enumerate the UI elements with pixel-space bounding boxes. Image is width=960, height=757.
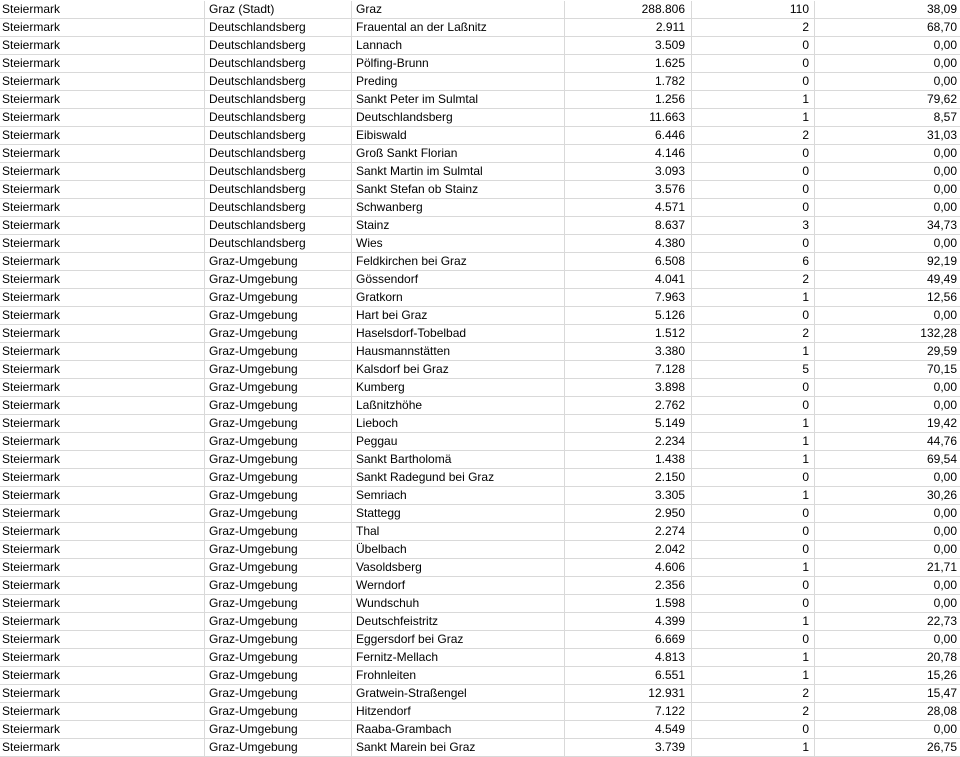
table-row	[0, 109, 960, 127]
table-row	[0, 307, 960, 325]
table-row	[0, 181, 960, 199]
spreadsheet-grid	[0, 1, 960, 757]
cell-cases[interactable]: 2	[692, 19, 815, 36]
cell-state[interactable]: Steiermark	[0, 505, 205, 522]
cell-rate[interactable]: 44,76	[926, 434, 957, 448]
cell-population[interactable]: 6.508	[565, 253, 692, 270]
cell-state[interactable]: Steiermark	[0, 451, 205, 468]
cell-cases[interactable]: 0	[692, 145, 815, 162]
cell-state[interactable]: Steiermark	[0, 289, 205, 306]
cell-cases[interactable]: 3	[692, 217, 815, 234]
cell-rate[interactable]: 0,00	[933, 722, 957, 736]
cell-municipality[interactable]: Groß Sankt Florian	[352, 145, 565, 162]
cell-municipality[interactable]: Kalsdorf bei Graz	[352, 361, 565, 378]
cell-rate[interactable]: 26,75	[926, 740, 957, 754]
cell-rate[interactable]: 28,08	[926, 704, 957, 718]
cell-rate[interactable]: 132,28	[920, 326, 957, 340]
cell-state[interactable]: Steiermark	[0, 703, 205, 720]
cell-municipality[interactable]: Preding	[352, 73, 565, 90]
cell-cases[interactable]: 110	[692, 1, 815, 18]
table-row	[0, 343, 960, 361]
cell-population[interactable]: 7.122	[565, 703, 692, 720]
cell-population[interactable]: 2.762	[565, 397, 692, 414]
cell-population[interactable]: 2.042	[565, 541, 692, 558]
cell-cases[interactable]: 6	[692, 253, 815, 270]
cell-population[interactable]: 4.399	[565, 613, 692, 630]
cell-cases[interactable]: 0	[692, 577, 815, 594]
cell-state[interactable]: Steiermark	[0, 721, 205, 738]
cell-cases[interactable]: 1	[692, 613, 815, 630]
cell-district[interactable]: Deutschlandsberg	[205, 163, 352, 180]
cell-state[interactable]: Steiermark	[0, 181, 205, 198]
cell-rate[interactable]: 0,00	[933, 308, 957, 322]
cell-cases[interactable]: 0	[692, 235, 815, 252]
table-row	[0, 649, 960, 667]
cell-district[interactable]: Deutschlandsberg	[205, 37, 352, 54]
cell-rate[interactable]: 12,56	[926, 290, 957, 304]
cell-municipality[interactable]: Hitzendorf	[352, 703, 565, 720]
cell-cases[interactable]: 0	[692, 505, 815, 522]
cell-district[interactable]: Deutschlandsberg	[205, 127, 352, 144]
cell-rate[interactable]: 22,73	[926, 614, 957, 628]
table-row	[0, 379, 960, 397]
cell-district[interactable]: Graz-Umgebung	[205, 523, 352, 540]
table-row	[0, 37, 960, 55]
cell-rate[interactable]: 0,00	[933, 380, 957, 394]
table-row	[0, 433, 960, 451]
cell-district[interactable]: Graz-Umgebung	[205, 577, 352, 594]
cell-cases[interactable]: 2	[692, 325, 815, 342]
table-row	[0, 631, 960, 649]
cell-population[interactable]: 4.380	[565, 235, 692, 252]
cell-rate[interactable]: 30,26	[926, 488, 957, 502]
cell-rate[interactable]: 20,78	[926, 650, 957, 664]
cell-population[interactable]: 2.911	[565, 19, 692, 36]
cell-state[interactable]: Steiermark	[0, 19, 205, 36]
cell-population[interactable]: 3.739	[565, 739, 692, 756]
cell-population[interactable]: 2.150	[565, 469, 692, 486]
cell-population[interactable]: 3.898	[565, 379, 692, 396]
cell-municipality[interactable]: Peggau	[352, 433, 565, 450]
cell-district[interactable]: Graz-Umgebung	[205, 469, 352, 486]
table-row	[0, 145, 960, 163]
cell-district[interactable]: Deutschlandsberg	[205, 91, 352, 108]
cell-district[interactable]: Deutschlandsberg	[205, 199, 352, 216]
cell-cases[interactable]: 0	[692, 37, 815, 54]
cell-rate[interactable]: 0,00	[933, 398, 957, 412]
cell-municipality[interactable]: Haselsdorf-Tobelbad	[352, 325, 565, 342]
cell-state[interactable]: Steiermark	[0, 271, 205, 288]
cell-district[interactable]: Deutschlandsberg	[205, 181, 352, 198]
cell-cases[interactable]: 0	[692, 163, 815, 180]
cell-population[interactable]: 1.782	[565, 73, 692, 90]
cell-population[interactable]: 3.509	[565, 37, 692, 54]
cell-population[interactable]: 1.438	[565, 451, 692, 468]
cell-district[interactable]: Deutschlandsberg	[205, 145, 352, 162]
cell-cases[interactable]: 0	[692, 73, 815, 90]
table-row	[0, 523, 960, 541]
cell-cases[interactable]: 1	[692, 559, 815, 576]
cell-municipality[interactable]: Lannach	[352, 37, 565, 54]
cell-cases[interactable]: 1	[692, 451, 815, 468]
cell-cases[interactable]: 2	[692, 685, 815, 702]
table-row	[0, 397, 960, 415]
cell-rate[interactable]: 0,00	[933, 542, 957, 556]
cell-district[interactable]: Graz-Umgebung	[205, 325, 352, 342]
cell-municipality[interactable]: Sankt Peter im Sulmtal	[352, 91, 565, 108]
cell-state[interactable]: Steiermark	[0, 415, 205, 432]
cell-state[interactable]: Steiermark	[0, 127, 205, 144]
cell-rate[interactable]: 49,49	[926, 272, 957, 286]
cell-municipality[interactable]: Deutschfeistritz	[352, 613, 565, 630]
cell-municipality[interactable]: Gratkorn	[352, 289, 565, 306]
table-row	[0, 91, 960, 109]
table-row	[0, 19, 960, 37]
cell-state[interactable]: Steiermark	[0, 379, 205, 396]
cell-population[interactable]: 1.256	[565, 91, 692, 108]
cell-rate[interactable]: 29,59	[926, 344, 957, 358]
cell-district[interactable]: Graz-Umgebung	[205, 253, 352, 270]
cell-state[interactable]: Steiermark	[0, 1, 205, 18]
table-row	[0, 577, 960, 595]
cell-rate[interactable]: 0,00	[933, 524, 957, 538]
cell-population[interactable]: 6.551	[565, 667, 692, 684]
cell-district[interactable]: Graz-Umgebung	[205, 505, 352, 522]
cell-state[interactable]: Steiermark	[0, 631, 205, 648]
cell-population[interactable]: 4.041	[565, 271, 692, 288]
cell-rate[interactable]: 0,00	[933, 236, 957, 250]
cell-state[interactable]: Steiermark	[0, 361, 205, 378]
cell-municipality[interactable]: Sankt Marein bei Graz	[352, 739, 565, 756]
cell-municipality[interactable]: Pölfing-Brunn	[352, 55, 565, 72]
cell-state[interactable]: Steiermark	[0, 163, 205, 180]
cell-rate[interactable]: 0,00	[933, 164, 957, 178]
cell-population[interactable]: 6.669	[565, 631, 692, 648]
cell-state[interactable]: Steiermark	[0, 487, 205, 504]
cell-rate[interactable]: 34,73	[926, 218, 957, 232]
cell-municipality[interactable]: Frohnleiten	[352, 667, 565, 684]
cell-state[interactable]: Steiermark	[0, 595, 205, 612]
cell-population[interactable]: 3.093	[565, 163, 692, 180]
cell-municipality[interactable]: Gratwein-Straßengel	[352, 685, 565, 702]
cell-state[interactable]: Steiermark	[0, 397, 205, 414]
cell-municipality[interactable]: Sankt Bartholomä	[352, 451, 565, 468]
cell-rate[interactable]: 0,00	[933, 470, 957, 484]
cell-district[interactable]: Graz-Umgebung	[205, 415, 352, 432]
cell-municipality[interactable]: Laßnitzhöhe	[352, 397, 565, 414]
cell-state[interactable]: Steiermark	[0, 325, 205, 342]
cell-rate[interactable]: 0,00	[933, 506, 957, 520]
cell-municipality[interactable]: Eggersdorf bei Graz	[352, 631, 565, 648]
cell-district[interactable]: Graz-Umgebung	[205, 379, 352, 396]
cell-municipality[interactable]: Übelbach	[352, 541, 565, 558]
cell-municipality[interactable]: Feldkirchen bei Graz	[352, 253, 565, 270]
table-row	[0, 127, 960, 145]
cell-cases[interactable]: 1	[692, 289, 815, 306]
table-row	[0, 703, 960, 721]
cell-state[interactable]: Steiermark	[0, 739, 205, 756]
cell-municipality[interactable]: Lieboch	[352, 415, 565, 432]
cell-rate[interactable]: 15,47	[926, 686, 957, 700]
cell-rate[interactable]: 79,62	[926, 92, 957, 106]
table-row	[0, 739, 960, 757]
cell-population[interactable]: 2.274	[565, 523, 692, 540]
table-row	[0, 541, 960, 559]
cell-municipality[interactable]: Semriach	[352, 487, 565, 504]
cell-cases[interactable]: 2	[692, 703, 815, 720]
cell-cases[interactable]: 1	[692, 649, 815, 666]
cell-state[interactable]: Steiermark	[0, 523, 205, 540]
table-row	[0, 1, 960, 19]
cell-population[interactable]: 5.126	[565, 307, 692, 324]
table-row	[0, 613, 960, 631]
cell-district[interactable]: Graz-Umgebung	[205, 433, 352, 450]
cell-cases[interactable]: 0	[692, 595, 815, 612]
cell-rate[interactable]: 21,71	[926, 560, 957, 574]
cell-cases[interactable]: 0	[692, 469, 815, 486]
cell-state[interactable]: Steiermark	[0, 37, 205, 54]
cell-rate[interactable]: 0,00	[933, 38, 957, 52]
table-row	[0, 73, 960, 91]
table-row	[0, 685, 960, 703]
cell-state[interactable]: Steiermark	[0, 307, 205, 324]
cell-population[interactable]: 2.950	[565, 505, 692, 522]
cell-rate[interactable]: 8,57	[933, 110, 957, 124]
cell-cases[interactable]: 0	[692, 631, 815, 648]
cell-population[interactable]: 7.128	[565, 361, 692, 378]
cell-population[interactable]: 4.571	[565, 199, 692, 216]
cell-district[interactable]: Graz-Umgebung	[205, 397, 352, 414]
cell-cases[interactable]: 0	[692, 307, 815, 324]
cell-district[interactable]: Graz-Umgebung	[205, 271, 352, 288]
cell-population[interactable]: 3.305	[565, 487, 692, 504]
cell-state[interactable]: Steiermark	[0, 73, 205, 90]
cell-cases[interactable]: 2	[692, 127, 815, 144]
cell-municipality[interactable]: Schwanberg	[352, 199, 565, 216]
cell-district[interactable]: Deutschlandsberg	[205, 19, 352, 36]
cell-population[interactable]: 5.149	[565, 415, 692, 432]
table-row	[0, 271, 960, 289]
table-row	[0, 199, 960, 217]
cell-municipality[interactable]: Vasoldsberg	[352, 559, 565, 576]
table-row	[0, 559, 960, 577]
cell-rate[interactable]: 0,00	[933, 74, 957, 88]
table-row	[0, 163, 960, 181]
cell-state[interactable]: Steiermark	[0, 613, 205, 630]
cell-municipality[interactable]: Deutschlandsberg	[352, 109, 565, 126]
cell-cases[interactable]: 0	[692, 181, 815, 198]
cell-cases[interactable]: 0	[692, 541, 815, 558]
cell-municipality[interactable]: Fernitz-Mellach	[352, 649, 565, 666]
cell-municipality[interactable]: Sankt Stefan ob Stainz	[352, 181, 565, 198]
cell-municipality[interactable]: Sankt Radegund bei Graz	[352, 469, 565, 486]
cell-state[interactable]: Steiermark	[0, 253, 205, 270]
cell-municipality[interactable]: Raaba-Grambach	[352, 721, 565, 738]
table-row	[0, 505, 960, 523]
table-row	[0, 289, 960, 307]
cell-district[interactable]: Deutschlandsberg	[205, 217, 352, 234]
cell-municipality[interactable]: Wies	[352, 235, 565, 252]
cell-state[interactable]: Steiermark	[0, 577, 205, 594]
table-row	[0, 451, 960, 469]
cell-population[interactable]: 2.234	[565, 433, 692, 450]
cell-rate[interactable]: 0,00	[933, 182, 957, 196]
cell-municipality[interactable]: Stainz	[352, 217, 565, 234]
table-row	[0, 415, 960, 433]
cell-rate[interactable]: 68,70	[926, 20, 957, 34]
cell-cases[interactable]: 0	[692, 721, 815, 738]
cell-state[interactable]: Steiermark	[0, 667, 205, 684]
cell-municipality[interactable]: Thal	[352, 523, 565, 540]
cell-population[interactable]: 6.446	[565, 127, 692, 144]
cell-cases[interactable]: 1	[692, 487, 815, 504]
cell-population[interactable]: 4.549	[565, 721, 692, 738]
cell-district[interactable]: Deutschlandsberg	[205, 55, 352, 72]
cell-district[interactable]: Graz-Umgebung	[205, 721, 352, 738]
cell-district[interactable]: Graz-Umgebung	[205, 595, 352, 612]
cell-cases[interactable]: 0	[692, 379, 815, 396]
cell-rate[interactable]: 19,42	[926, 416, 957, 430]
table-row	[0, 361, 960, 379]
cell-municipality[interactable]: Eibiswald	[352, 127, 565, 144]
cell-population[interactable]: 8.637	[565, 217, 692, 234]
cell-state[interactable]: Steiermark	[0, 217, 205, 234]
cell-state[interactable]: Steiermark	[0, 199, 205, 216]
cell-rate[interactable]: 0,00	[933, 578, 957, 592]
cell-district[interactable]: Deutschlandsberg	[205, 235, 352, 252]
cell-municipality[interactable]: Gössendorf	[352, 271, 565, 288]
table-row	[0, 721, 960, 739]
cell-state[interactable]: Steiermark	[0, 685, 205, 702]
cell-rate[interactable]: 69,54	[926, 452, 957, 466]
cell-cases[interactable]: 1	[692, 433, 815, 450]
cell-state[interactable]: Steiermark	[0, 559, 205, 576]
cell-municipality[interactable]: Wundschuh	[352, 595, 565, 612]
cell-district[interactable]: Graz-Umgebung	[205, 289, 352, 306]
cell-cases[interactable]: 1	[692, 91, 815, 108]
cell-state[interactable]: Steiermark	[0, 433, 205, 450]
cell-municipality[interactable]: Stattegg	[352, 505, 565, 522]
cell-population[interactable]: 4.813	[565, 649, 692, 666]
cell-cases[interactable]: 0	[692, 55, 815, 72]
cell-rate[interactable]: 70,15	[926, 362, 957, 376]
cell-population[interactable]: 7.963	[565, 289, 692, 306]
cell-cases[interactable]: 0	[692, 199, 815, 216]
cell-cases[interactable]: 1	[692, 739, 815, 756]
cell-rate[interactable]: 0,00	[933, 146, 957, 160]
cell-population[interactable]: 1.625	[565, 55, 692, 72]
cell-population[interactable]: 2.356	[565, 577, 692, 594]
cell-municipality[interactable]: Kumberg	[352, 379, 565, 396]
table-row	[0, 217, 960, 235]
cell-municipality[interactable]: Frauental an der Laßnitz	[352, 19, 565, 36]
cell-population[interactable]: 11.663	[565, 109, 692, 126]
cell-cases[interactable]: 1	[692, 343, 815, 360]
cell-state[interactable]: Steiermark	[0, 469, 205, 486]
cell-population[interactable]: 3.576	[565, 181, 692, 198]
cell-population[interactable]: 3.380	[565, 343, 692, 360]
cell-cases[interactable]: 5	[692, 361, 815, 378]
cell-district[interactable]: Graz-Umgebung	[205, 631, 352, 648]
cell-rate[interactable]: 31,03	[926, 128, 957, 142]
cell-rate[interactable]: 0,00	[933, 632, 957, 646]
cell-district[interactable]: Graz-Umgebung	[205, 559, 352, 576]
table-row	[0, 235, 960, 253]
cell-state[interactable]: Steiermark	[0, 343, 205, 360]
table-row	[0, 487, 960, 505]
cell-district[interactable]: Deutschlandsberg	[205, 73, 352, 90]
cell-rate[interactable]: 38,09	[926, 2, 957, 16]
cell-district[interactable]: Graz-Umgebung	[205, 361, 352, 378]
table-row	[0, 55, 960, 73]
cell-rate[interactable]: 92,19	[926, 254, 957, 268]
cell-population[interactable]: 1.512	[565, 325, 692, 342]
table-row	[0, 667, 960, 685]
cell-district[interactable]: Graz-Umgebung	[205, 685, 352, 702]
cell-state[interactable]: Steiermark	[0, 55, 205, 72]
cell-district[interactable]: Graz-Umgebung	[205, 613, 352, 630]
cell-cases[interactable]: 0	[692, 523, 815, 540]
table-row	[0, 253, 960, 271]
cell-cases[interactable]: 2	[692, 271, 815, 288]
cell-rate[interactable]: 0,00	[933, 200, 957, 214]
cell-district[interactable]: Graz (Stadt)	[205, 1, 352, 18]
cell-district[interactable]: Graz-Umgebung	[205, 307, 352, 324]
cell-district[interactable]: Graz-Umgebung	[205, 739, 352, 756]
cell-cases[interactable]: 0	[692, 397, 815, 414]
cell-population[interactable]: 288.806	[565, 1, 692, 18]
cell-district[interactable]: Deutschlandsberg	[205, 109, 352, 126]
cell-cases[interactable]: 1	[692, 109, 815, 126]
cell-municipality[interactable]: Sankt Martin im Sulmtal	[352, 163, 565, 180]
table-row	[0, 325, 960, 343]
table-row	[0, 469, 960, 487]
cell-municipality[interactable]: Graz	[352, 1, 565, 18]
cell-population[interactable]: 4.606	[565, 559, 692, 576]
cell-state[interactable]: Steiermark	[0, 109, 205, 126]
cell-district[interactable]: Graz-Umgebung	[205, 703, 352, 720]
cell-rate[interactable]: 0,00	[933, 596, 957, 610]
cell-state[interactable]: Steiermark	[0, 91, 205, 108]
cell-district[interactable]: Graz-Umgebung	[205, 541, 352, 558]
cell-district[interactable]: Graz-Umgebung	[205, 451, 352, 468]
cell-municipality[interactable]: Hausmannstätten	[352, 343, 565, 360]
cell-state[interactable]: Steiermark	[0, 145, 205, 162]
cell-municipality[interactable]: Hart bei Graz	[352, 307, 565, 324]
cell-rate[interactable]: 15,26	[926, 668, 957, 682]
cell-population[interactable]: 1.598	[565, 595, 692, 612]
cell-rate[interactable]: 0,00	[933, 56, 957, 70]
cell-state[interactable]: Steiermark	[0, 235, 205, 252]
cell-municipality[interactable]: Werndorf	[352, 577, 565, 594]
cell-district[interactable]: Graz-Umgebung	[205, 649, 352, 666]
cell-cases[interactable]: 1	[692, 667, 815, 684]
table-row	[0, 595, 960, 613]
cell-cases[interactable]: 1	[692, 415, 815, 432]
cell-district[interactable]: Graz-Umgebung	[205, 667, 352, 684]
cell-state[interactable]: Steiermark	[0, 649, 205, 666]
cell-district[interactable]: Graz-Umgebung	[205, 487, 352, 504]
cell-population[interactable]: 4.146	[565, 145, 692, 162]
cell-district[interactable]: Graz-Umgebung	[205, 343, 352, 360]
cell-state[interactable]: Steiermark	[0, 541, 205, 558]
cell-population[interactable]: 12.931	[565, 685, 692, 702]
